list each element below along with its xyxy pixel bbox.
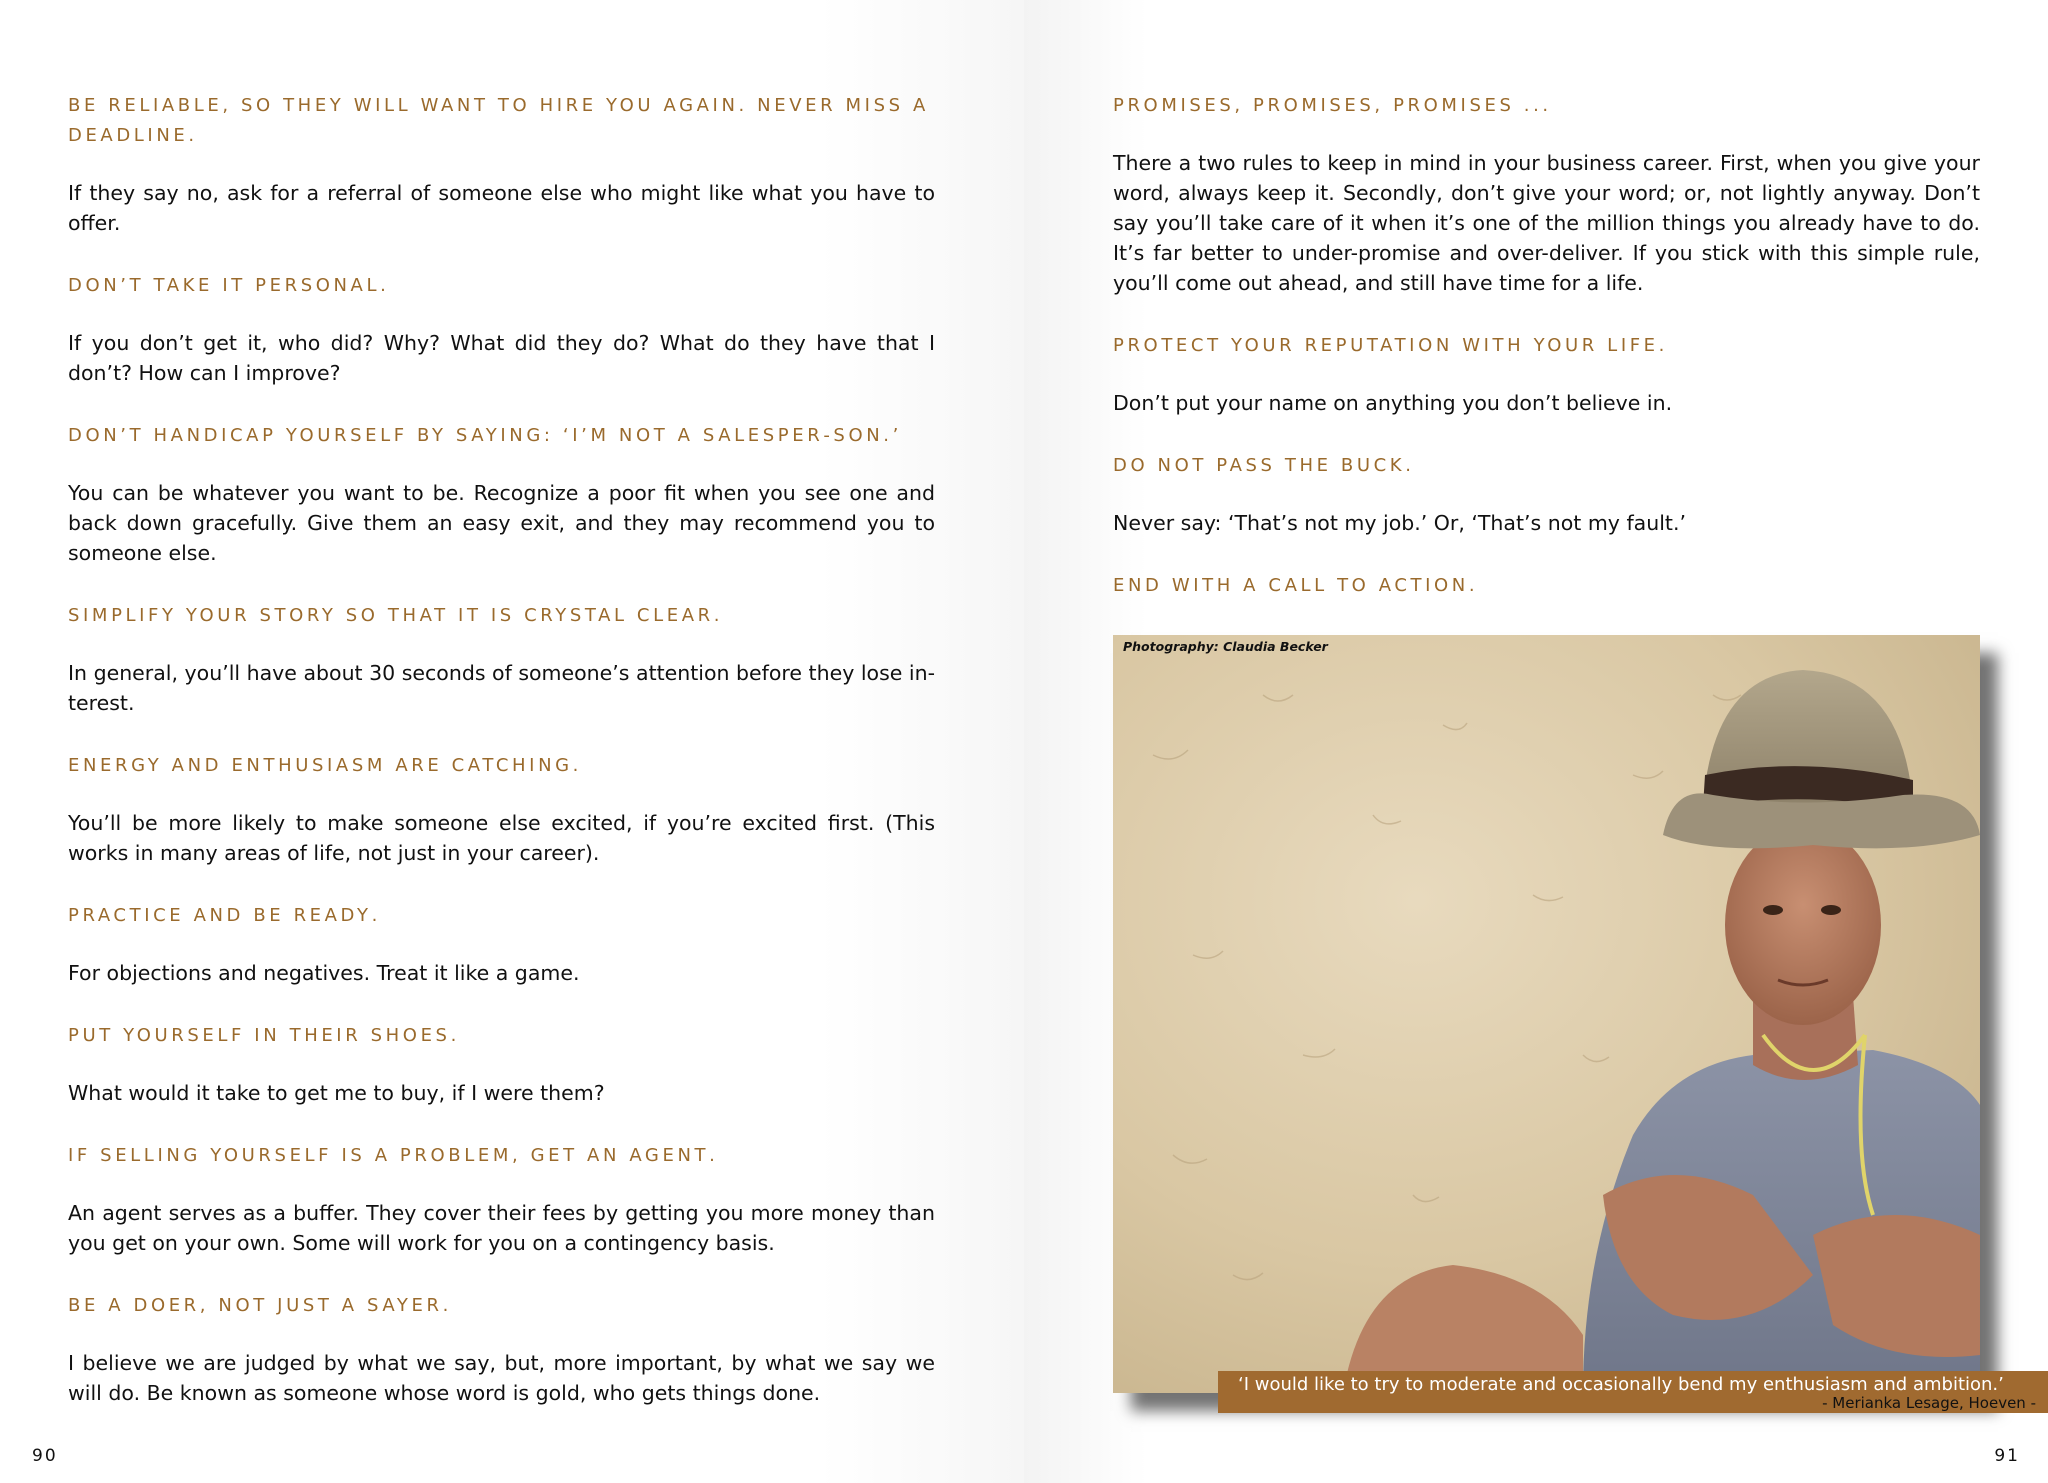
section xyxy=(1113,448,1980,538)
section-body: In general, you’ll have about 30 seconds of someone’s attention before they lose in-terest. xyxy=(68,661,935,715)
caption-bar xyxy=(1218,1371,2048,1413)
right-column xyxy=(1113,88,1980,628)
caption-author: - Merianka Lesage, Hoeven - xyxy=(1822,1394,2036,1412)
section xyxy=(68,268,935,388)
section xyxy=(1113,328,1980,418)
section-heading: energy and enthusiasm are catching. xyxy=(68,748,583,777)
section-heading: don’t take it personal. xyxy=(68,268,390,297)
section-body: Don’t put your name on anything you don’t believe in. xyxy=(1113,391,1673,415)
section xyxy=(68,1138,935,1258)
section xyxy=(68,898,935,988)
caption-quote: ‘I would like to try to moderate and occasionally bend my enthusiasm and ambition.’ xyxy=(1238,1374,2004,1395)
section-heading: end with a call to action. xyxy=(1113,568,1479,597)
section-body: What would it take to get me to buy, if I were them? xyxy=(68,1081,605,1105)
page-number-left: 90 xyxy=(32,1446,58,1466)
left-column xyxy=(68,88,935,1438)
section-heading: practice and be ready. xyxy=(68,898,381,927)
section-heading: put yourself in their shoes. xyxy=(68,1018,460,1047)
section-body: Never say: ‘That’s not my job.’ Or, ‘That’s not my fault.’ xyxy=(1113,511,1686,535)
section-body: For objections and negatives. Treat it like a game. xyxy=(68,961,580,985)
photo-credit: Photography: Claudia Becker xyxy=(1123,639,1328,654)
section-body: There a two rules to keep in mind in your business career. First, when you give your word, always keep it. Secondly, don’t give your word; or, not lightly anyway. Don’t say you’ll take care of it when it’s one of the million things you already have to do. It’s far better to under-promise and over-deliver. If you stick with this simple rule, you’ll come out ahead, and still have time for a life. xyxy=(1113,151,1980,295)
section xyxy=(68,748,935,868)
section-heading: protect your reputation with your life. xyxy=(1113,328,1668,357)
section-heading: do not pass the buck. xyxy=(1113,448,1415,477)
section xyxy=(1113,568,1980,598)
portrait-illustration xyxy=(1113,635,1980,1393)
section-heading: if selling yourself is a problem, get an agent. xyxy=(68,1138,719,1167)
section-body: If they say no, ask for a referral of someone else who might like what you have to offer. xyxy=(68,181,935,235)
section xyxy=(68,88,935,238)
page-number-right: 91 xyxy=(1994,1446,2020,1466)
section-heading: be a doer, not just a sayer. xyxy=(68,1288,452,1317)
photo-image xyxy=(1113,635,1980,1393)
section-body: An agent serves as a buffer. They cover their fees by getting you more money than you get on your own. Some will work for you on a contingency basis. xyxy=(68,1201,935,1255)
section-body: You’ll be more likely to make someone else excited, if you’re excited first. (This works in many areas of life, not just in your career). xyxy=(68,811,935,865)
section xyxy=(68,418,935,568)
section-heading: be reliable, so they will want to hire you again. never miss a deadline. xyxy=(68,88,929,147)
section-heading: promises, promises, promises ... xyxy=(1113,88,1552,117)
section-heading: don’t handicap yourself by saying: ‘i’m not a salesper-son.’ xyxy=(68,418,902,447)
section-body: You can be whatever you want to be. Recognize a poor fit when you see one and back down gracefully. Give them an easy exit, and they may recommend you to someone else. xyxy=(68,481,935,565)
section-body: I believe we are judged by what we say, but, more important, by what we say we will do. Be known as someone whose word is gold, who gets things done. xyxy=(68,1351,935,1405)
section xyxy=(68,598,935,718)
section xyxy=(68,1018,935,1108)
section xyxy=(1113,88,1980,298)
section-body: If you don’t get it, who did? Why? What did they do? What do they have that I don’t? How can I improve? xyxy=(68,331,935,385)
section xyxy=(68,1288,935,1408)
section-heading: simplify your story so that it is crystal clear. xyxy=(68,598,724,627)
portrait-photo xyxy=(1113,635,1980,1393)
